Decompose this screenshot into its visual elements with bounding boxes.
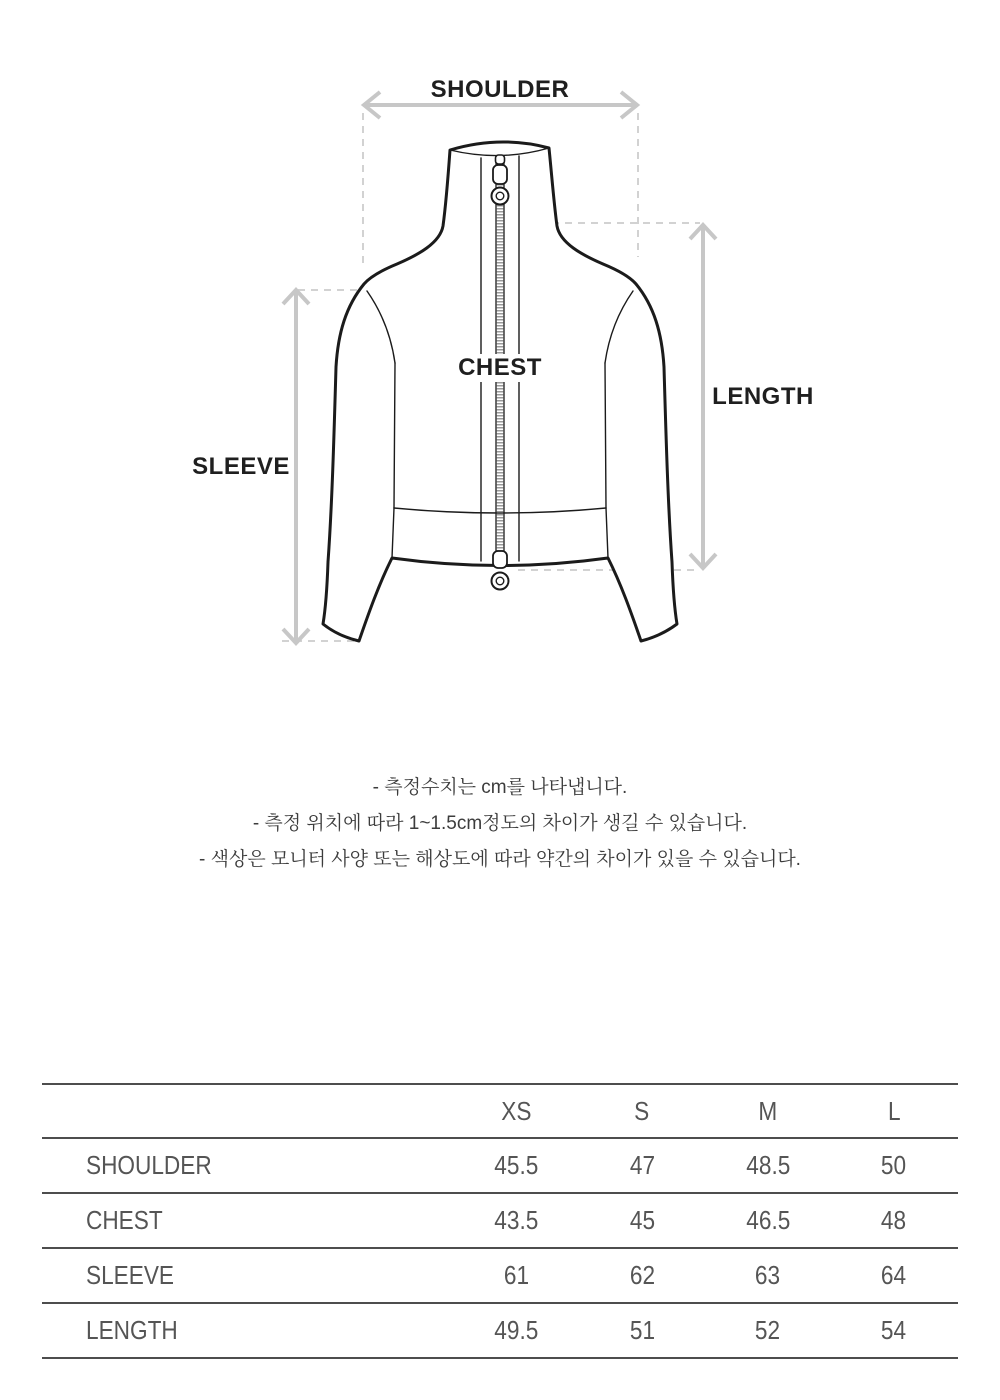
cell-value: 62	[629, 1260, 655, 1290]
cell-value: 45.5	[493, 1150, 539, 1180]
zipper-bottom-slider	[493, 551, 507, 568]
zipper-top-bail	[496, 155, 505, 164]
note-line-2: - 측정 위치에 따라 1~1.5cm정도의 차이가 생길 수 있습니다.	[252, 813, 748, 834]
shoulder-label: SHOULDER	[430, 76, 570, 103]
cell-value: 43.5	[493, 1205, 539, 1235]
jacket-drawing	[323, 142, 677, 641]
chest-label: CHEST	[448, 354, 552, 382]
sleeve-label: SLEEVE	[192, 453, 290, 480]
row-label: CHEST	[86, 1205, 163, 1235]
table-row-shoulder	[42, 1138, 958, 1193]
table-row-chest	[42, 1193, 958, 1248]
cell-value: 50	[881, 1150, 907, 1180]
cell-value: 54	[881, 1315, 907, 1345]
cell-value: 49.5	[493, 1315, 539, 1345]
size-table-corner-cell	[42, 1084, 454, 1138]
cell-value: 46.5	[745, 1205, 790, 1235]
cell-value: 51	[629, 1315, 655, 1345]
column-header-xs: XS	[500, 1095, 532, 1126]
table-row-sleeve	[42, 1248, 958, 1303]
cell-value: 47	[629, 1150, 655, 1180]
body-side-right	[605, 363, 606, 508]
size-table-header-row	[42, 1084, 958, 1138]
zipper-top-ring-hole	[496, 192, 504, 200]
measurement-notes	[0, 776, 1000, 884]
body-side-left	[394, 363, 395, 508]
row-label: LENGTH	[86, 1315, 178, 1345]
column-header-m: M	[758, 1095, 778, 1126]
cell-value: 45	[629, 1205, 655, 1235]
column-header-s: S	[634, 1095, 650, 1126]
cell-value: 61	[503, 1260, 529, 1290]
cell-value: 48	[881, 1205, 907, 1235]
zipper-top-slider	[493, 165, 507, 184]
note-line-1: - 측정수치는 cm를 나타냅니다.	[372, 777, 628, 798]
table-row-length	[42, 1303, 958, 1358]
cell-value: 63	[755, 1260, 781, 1290]
cell-value: 48.5	[745, 1150, 790, 1180]
length-label: LENGTH	[712, 383, 814, 410]
note-line-3: - 색상은 모니터 사양 또는 해상도에 따라 약간의 차이가 있을 수 있습니다.	[199, 849, 801, 870]
cell-value: 52	[755, 1315, 781, 1345]
zipper-bottom-ring-hole	[496, 577, 504, 585]
row-label: SHOULDER	[86, 1150, 212, 1180]
size-table	[42, 1083, 958, 1359]
column-header-l: L	[887, 1095, 901, 1126]
row-label: SLEEVE	[86, 1260, 175, 1290]
cell-value: 64	[881, 1260, 907, 1290]
